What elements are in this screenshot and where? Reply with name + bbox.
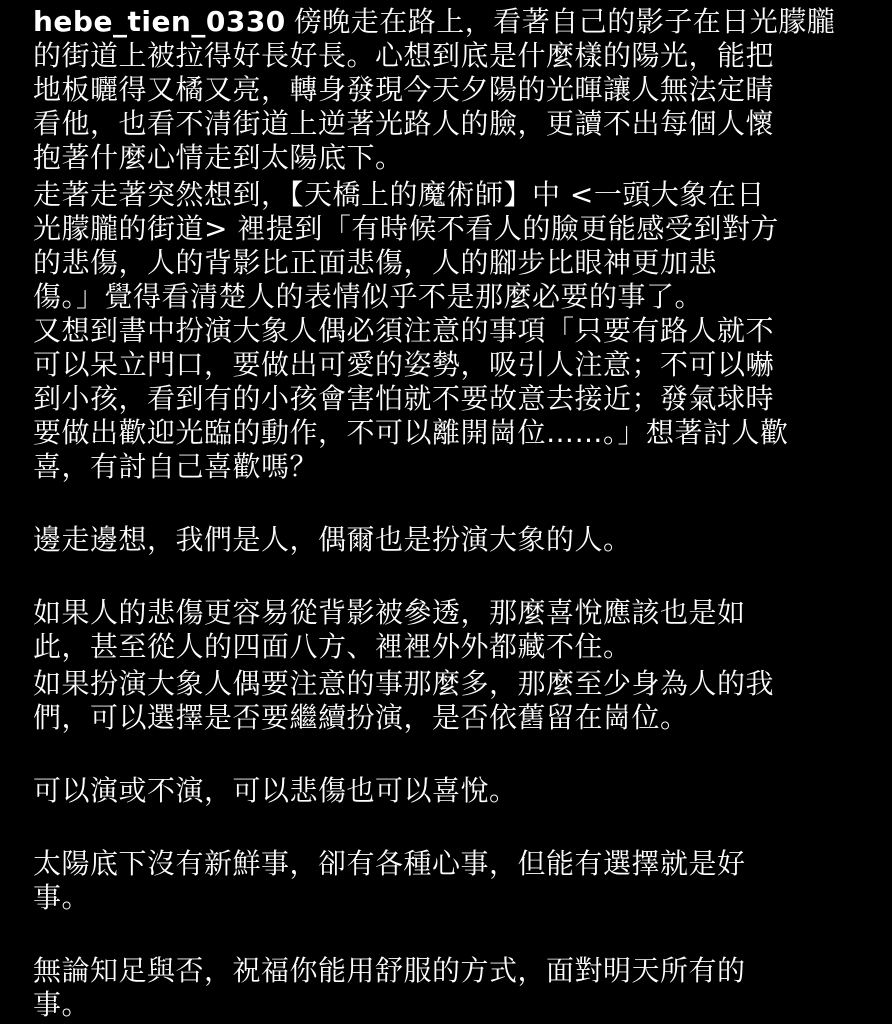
caption-line: 太陽底下沒有新鮮事，卻有各種心事，但能有選擇就是好 [33,847,746,880]
caption-paragraph [33,5,863,175]
caption-line: 要做出歡迎光臨的動作，不可以離開崗位……。」想著討人歡 [33,416,789,449]
caption-line: 無論知足與否，祝福你能用舒服的方式，面對明天所有的 [33,954,746,987]
caption-line: 事。 [33,881,91,914]
caption-paragraph [33,847,863,915]
caption-line: 可以演或不演，可以悲傷也可以喜悅。 [33,774,518,807]
paragraph-gap [33,735,863,774]
caption-paragraph [33,774,863,808]
caption-line: 可以呆立門口，要做出可愛的姿勢，吸引人注意；不可以嚇 [33,348,775,381]
caption-paragraph [33,596,863,664]
paragraph-gap [33,484,863,523]
caption-line: 的街道上被拉得好長好長。心想到底是什麼樣的陽光，能把 [33,39,775,72]
caption-line: 的悲傷，人的背影比正面悲傷，人的腳步比眼神更加悲 [33,246,718,279]
caption-line: 邊走邊想，我們是人，偶爾也是扮演大象的人。 [33,523,632,556]
caption-line: 看他，也看不清街道上逆著光路人的臉，更讀不出每個人懷 [33,107,775,140]
caption-line: 們，可以選擇是否要繼續扮演，是否依舊留在崗位。 [33,701,689,734]
paragraph-gap [33,557,863,596]
caption-paragraph [33,954,863,1022]
caption-paragraph [33,314,863,484]
caption-line: 又想到書中扮演大象人偶必須注意的事項「只要有路人就不 [33,314,775,347]
caption-line: 事。 [33,988,91,1021]
caption-line: 喜，有討自己喜歡嗎？ [33,450,319,483]
caption-line: 地板曬得又橘又亮，轉身發現今天夕陽的光暉讓人無法定睛 [33,73,775,106]
caption-line: hebe_tien_0330 傍晚走在路上，看著自己的影子在日光朦朧 [33,5,836,38]
caption-line: 如果人的悲傷更容易從背影被參透，那麼喜悅應該也是如 [33,596,746,629]
caption-paragraph [33,523,863,557]
caption-line: 光朦朧的街道> 裡提到「有時候不看人的臉更能感受到對方 [33,212,779,245]
caption-line: 如果扮演大象人偶要注意的事那麼多，那麼至少身為人的我 [33,667,775,700]
caption-paragraph [33,667,863,735]
username-link[interactable]: hebe_tien_0330 [33,5,286,38]
post-caption [33,5,863,1022]
caption-paragraph [33,178,863,314]
caption-line: 抱著什麼心情走到太陽底下。 [33,141,404,174]
paragraph-gap [33,915,863,954]
caption-line: 走著走著突然想到，【天橋上的魔術師】中 <一頭大象在日 [33,178,765,211]
caption-line: 到小孩，看到有的小孩會害怕就不要故意去接近；發氣球時 [33,382,775,415]
caption-line: 此，甚至從人的四面八方、裡裡外外都藏不住。 [33,630,632,663]
paragraph-gap [33,808,863,847]
caption-line: 傷。」覺得看清楚人的表情似乎不是那麼必要的事了。 [33,280,704,313]
